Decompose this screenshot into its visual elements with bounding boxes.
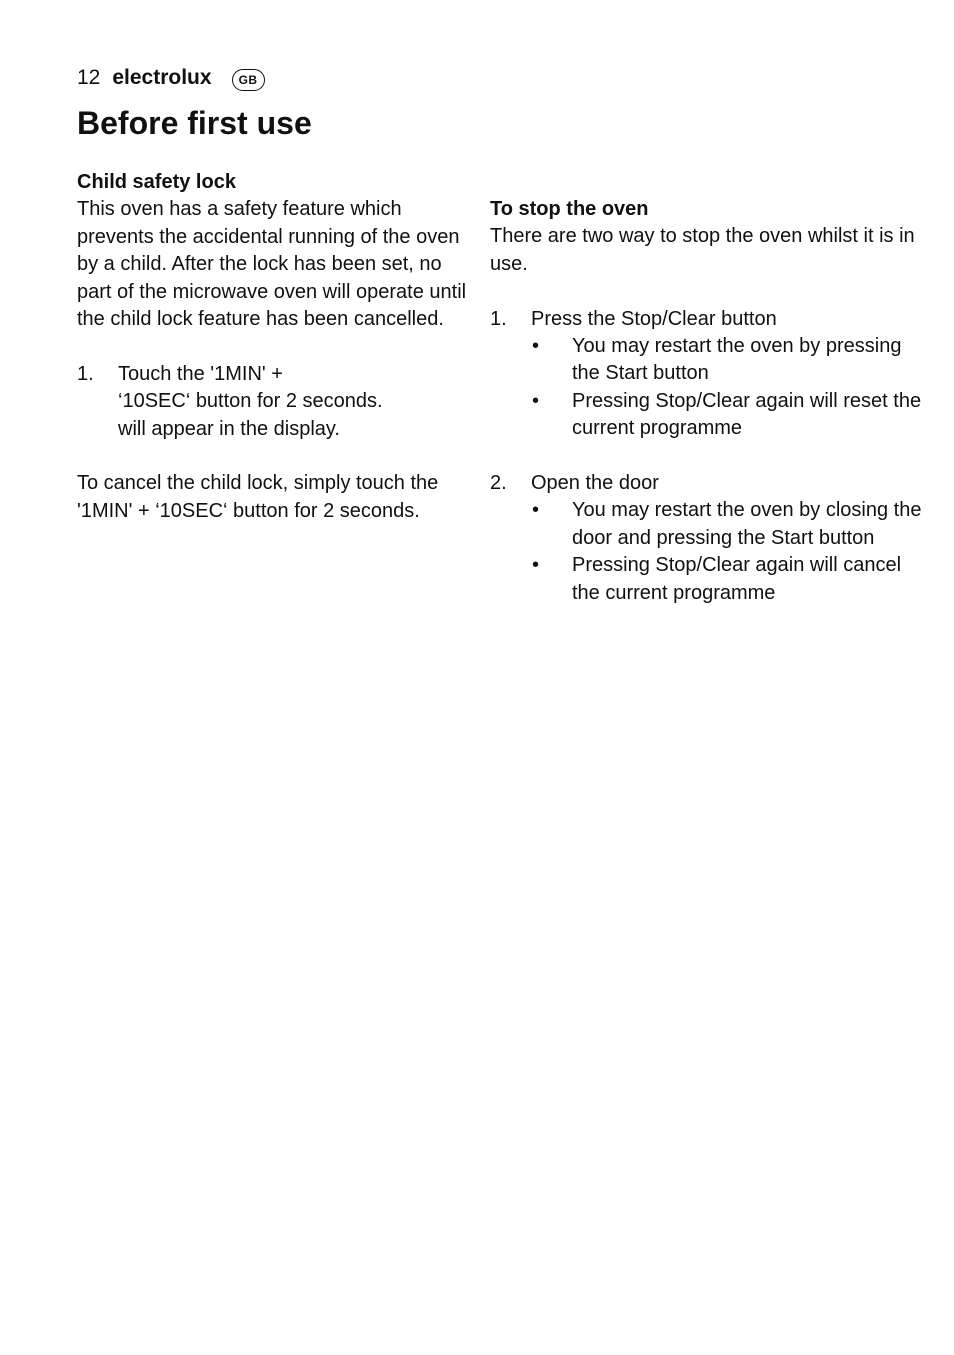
step-line: ‘10SEC‘ button for 2 seconds. xyxy=(118,390,383,413)
step-number: 2. xyxy=(490,472,507,495)
bullet-text: Pressing Stop/Clear again will cancel the current programme xyxy=(572,554,902,604)
list-item xyxy=(490,497,930,552)
step-text: Open the door xyxy=(531,472,659,495)
brand-name: electrolux xyxy=(112,66,212,89)
bullet-icon: • xyxy=(532,389,540,412)
step-number: 1. xyxy=(77,362,94,385)
page-title: Before first use xyxy=(77,105,312,141)
child-lock-step-1 xyxy=(77,361,472,443)
bullet-text: Pressing Stop/Clear again will reset the current programme xyxy=(572,389,922,440)
child-lock-section xyxy=(77,169,472,525)
step-text: Press the Stop/Clear button xyxy=(531,307,777,330)
stop-oven-heading: To stop the oven xyxy=(490,198,649,220)
stop-oven-section xyxy=(490,196,930,607)
bullet-icon: • xyxy=(532,554,540,577)
child-lock-intro: This oven has a safety feature which prevents the accidental running of the oven by a child. After the lock has been set, no part of the microwave oven will operate until the child lock feature has been cancelled. xyxy=(77,198,467,331)
stop-oven-intro: There are two way to stop the oven whilst it is in use. xyxy=(490,225,915,275)
stop-step-2-bullets xyxy=(490,497,930,607)
bullet-icon: • xyxy=(532,499,540,522)
step-line: will appear in the display. xyxy=(118,417,340,440)
step-line: Touch the '1MIN' + xyxy=(118,362,283,385)
list-item xyxy=(490,333,930,388)
list-item xyxy=(490,388,930,443)
bullet-icon: • xyxy=(532,335,540,358)
page-header xyxy=(77,64,265,92)
region-badge: GB xyxy=(232,69,265,91)
page-number: 12 xyxy=(77,66,101,89)
stop-step-1 xyxy=(490,306,930,333)
stop-step-1-bullets xyxy=(490,333,930,443)
child-lock-heading: Child safety lock xyxy=(77,171,236,193)
step-number: 1. xyxy=(490,307,507,330)
stop-step-2 xyxy=(490,470,930,497)
bullet-text: You may restart the oven by closing the door and pressing the Start button xyxy=(572,499,922,549)
list-item xyxy=(490,552,930,607)
bullet-text: You may restart the oven by pressing the Start button xyxy=(572,335,902,385)
child-lock-cancel-text: To cancel the child lock, simply touch the '1MIN' + ‘10SEC‘ button for 2 seconds. xyxy=(77,472,439,522)
